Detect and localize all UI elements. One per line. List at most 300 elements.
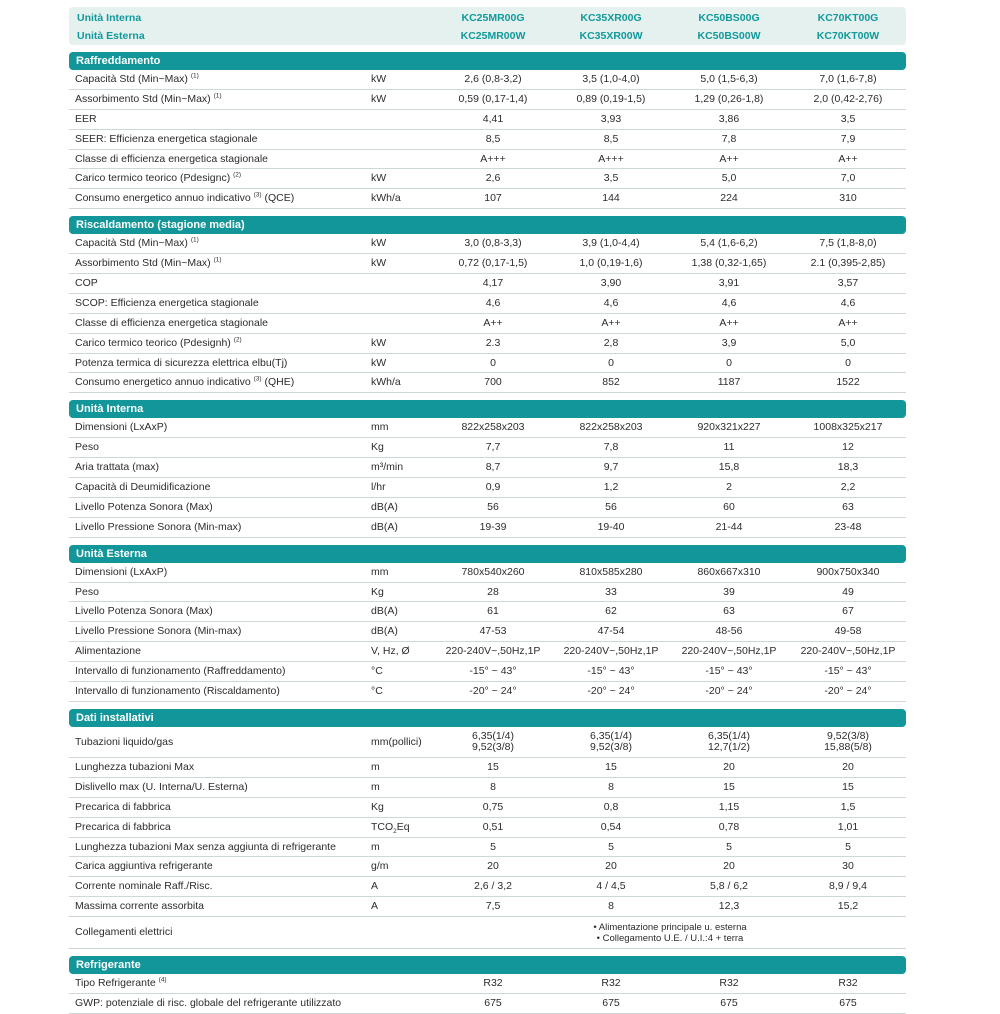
unit-text: A xyxy=(371,880,379,893)
row-label xyxy=(75,563,365,582)
row-label-text: Lunghezza tubazioni Max xyxy=(75,760,195,773)
row-unit xyxy=(371,682,441,701)
value-cell: 1187 xyxy=(717,376,741,389)
unit-text: g/m xyxy=(371,860,389,873)
table-row xyxy=(69,254,906,274)
value-cell: 5,4 (1,6-6,2) xyxy=(700,237,758,250)
value-cell: 7,0 xyxy=(840,172,856,185)
table-row xyxy=(69,917,906,949)
model-internal-1: KC25MR00G xyxy=(461,12,525,24)
unit-text: kW xyxy=(371,73,387,85)
row-label-text: Corrente nominale Raff./Risc. xyxy=(75,880,213,893)
value-cell: 2,6 xyxy=(485,172,501,185)
value-cell: A++ xyxy=(719,152,739,165)
value-cell: -15° ~ 43° xyxy=(705,665,753,678)
unit-text: °C xyxy=(371,665,383,678)
value-cell: 822x258x203 xyxy=(579,421,643,434)
value-cell: 2,8 xyxy=(603,336,619,349)
row-label xyxy=(75,90,365,109)
table-row xyxy=(69,563,906,583)
section-header: Riscaldamento (stagione media) xyxy=(69,216,906,234)
row-label xyxy=(75,438,365,457)
value-cell: 20 xyxy=(723,760,735,773)
value-cell: -15° ~ 43° xyxy=(587,665,635,678)
unit-suffix: Eq xyxy=(396,820,410,833)
value-cell: 5 xyxy=(845,840,851,853)
value-cell: 3,93 xyxy=(600,112,622,125)
value-cell: 49 xyxy=(842,585,854,598)
value-cell: 47-54 xyxy=(597,625,625,638)
value-cell: 0,51 xyxy=(482,820,504,833)
value-cell: 15,2 xyxy=(837,900,859,913)
value-cell: 675 xyxy=(602,996,620,1009)
value-cell: 63 xyxy=(723,605,735,618)
value-cell: 7,7 xyxy=(485,441,501,454)
value-cell: 0,59 (0,17-1,4) xyxy=(458,92,528,105)
value-cell: 5,0 xyxy=(840,336,856,349)
value-cell: 0,8 xyxy=(603,800,619,813)
row-unit xyxy=(371,563,441,582)
unit-text: dB(A) xyxy=(371,605,398,618)
value-cell: 28 xyxy=(487,585,499,598)
value-cell: 2 xyxy=(726,481,732,494)
value-cell: 4,6 xyxy=(721,296,737,309)
footnote-ref: (1) xyxy=(213,92,222,100)
table-row xyxy=(69,857,906,877)
value-cell: A++ xyxy=(838,152,858,165)
table-row xyxy=(69,622,906,642)
value-cell: 18,3 xyxy=(837,461,859,474)
unit-text: kW xyxy=(371,336,387,349)
footnote-ref: (3) xyxy=(253,191,262,199)
value-cell: 15 xyxy=(842,780,854,793)
table-row xyxy=(69,602,906,622)
value-cell: 3,90 xyxy=(600,277,622,290)
value-cell: 5,8 / 6,2 xyxy=(710,880,748,893)
value-cell: 1,01 xyxy=(837,820,859,833)
row-label xyxy=(75,622,365,641)
table-row xyxy=(69,758,906,778)
value-cell: 700 xyxy=(484,376,502,389)
value-cell: 67 xyxy=(842,605,854,618)
table-row xyxy=(69,234,906,254)
value-cell: 8 xyxy=(608,780,614,793)
unit-text: A xyxy=(371,900,379,913)
value-cell: 220-240V~,50Hz,1P xyxy=(445,645,541,658)
row-label-text: Capacità Std (Min~Max) xyxy=(75,237,188,250)
value-cell: 12 xyxy=(842,441,854,454)
value-cell: 1008x325x217 xyxy=(813,421,883,434)
row-unit xyxy=(371,622,441,641)
table-row xyxy=(69,334,906,354)
value-cell: 220-240V~,50Hz,1P xyxy=(681,645,777,658)
row-label-text: EER xyxy=(75,112,97,125)
table-row xyxy=(69,518,906,538)
value-cell: 1,15 xyxy=(718,800,740,813)
unit-text: m³/min xyxy=(371,461,404,474)
row-unit xyxy=(371,518,441,537)
section-header: Unità Interna xyxy=(69,400,906,418)
value-cell: 920x321x227 xyxy=(697,421,761,434)
unit-text: kW xyxy=(371,172,387,185)
unit-text: mm xyxy=(371,565,389,578)
value-cell: 7,8 xyxy=(603,441,619,454)
value-cell xyxy=(552,727,670,753)
value-cell: A++ xyxy=(483,316,503,329)
footnote-ref: (1) xyxy=(213,256,222,264)
row-unit xyxy=(371,354,441,373)
table-row xyxy=(69,818,906,838)
value-cell: 1,29 (0,26-1,8) xyxy=(694,92,764,105)
value-cell: 3,5 (1,0-4,0) xyxy=(582,73,640,85)
value-cell: 30 xyxy=(842,860,854,873)
value-cell: 3,86 xyxy=(718,112,740,125)
unit-text: m xyxy=(371,780,380,793)
value-cell: 310 xyxy=(839,192,857,205)
value-cell: 19-40 xyxy=(597,520,625,533)
value-cell: -20° ~ 24° xyxy=(705,685,753,698)
table-row xyxy=(69,70,906,90)
row-unit xyxy=(371,602,441,621)
table-row xyxy=(69,294,906,314)
table-row xyxy=(69,877,906,897)
table-row xyxy=(69,974,906,994)
row-label xyxy=(75,334,365,353)
value-cell: A+++ xyxy=(598,152,624,165)
row-label xyxy=(75,254,365,273)
row-label-text: Dislivello max (U. Interna/U. Esterna) xyxy=(75,780,248,793)
value-cell: 8,9 / 9,4 xyxy=(829,880,867,893)
footnote-ref: (2) xyxy=(233,336,242,344)
value-cell: 2,6 (0,8-3,2) xyxy=(464,73,522,85)
value-cell: 48-56 xyxy=(715,625,743,638)
value-cell: 5,0 (1,5-6,3) xyxy=(700,73,758,85)
value-cell: 60 xyxy=(723,500,735,513)
value-cell: 8,5 xyxy=(603,132,619,145)
model-external-1: KC25MR00W xyxy=(460,30,526,42)
row-label-text: Precarica di fabbrica xyxy=(75,820,171,833)
row-label xyxy=(75,857,365,876)
table-row xyxy=(69,642,906,662)
row-label-text: Capacità Std (Min~Max) xyxy=(75,73,188,85)
row-unit xyxy=(371,818,441,837)
row-label xyxy=(75,583,365,602)
row-label-text: Livello Pressione Sonora (Min-max) xyxy=(75,625,242,638)
row-unit xyxy=(371,418,441,437)
row-label xyxy=(75,234,365,253)
value-cell: 56 xyxy=(605,500,617,513)
row-unit xyxy=(371,727,441,757)
row-label xyxy=(75,662,365,681)
row-unit xyxy=(371,897,441,916)
unit-text: V, Hz, Ø xyxy=(371,645,410,658)
value-cell: 15 xyxy=(487,760,499,773)
value-cell: 220-240V~,50Hz,1P xyxy=(800,645,896,658)
model-internal-2: KC35XR00G xyxy=(580,12,642,24)
row-unit xyxy=(371,438,441,457)
value-cell: 4 / 4,5 xyxy=(596,880,626,893)
value-cell: 0 xyxy=(845,356,851,369)
unit-text: kWh/a xyxy=(371,192,401,205)
table-row xyxy=(69,169,906,189)
row-label xyxy=(75,478,365,497)
row-label xyxy=(75,373,365,392)
value-cell: 0 xyxy=(608,356,614,369)
row-label-text: Carica aggiuntiva refrigerante xyxy=(75,860,213,873)
unit-text: mm xyxy=(371,421,389,434)
unit-text: dB(A) xyxy=(371,520,398,533)
row-label xyxy=(75,897,365,916)
row-label xyxy=(75,727,365,757)
row-label-text: Livello Potenza Sonora (Max) xyxy=(75,500,213,513)
row-unit xyxy=(371,334,441,353)
value-cell: 675 xyxy=(720,996,738,1009)
value-cell: 5 xyxy=(490,840,496,853)
row-label xyxy=(75,418,365,437)
row-unit xyxy=(371,662,441,681)
value-cell: 15,8 xyxy=(718,461,740,474)
value-cell: 5 xyxy=(608,840,614,853)
value-cell: R32 xyxy=(483,977,503,990)
row-label xyxy=(75,274,365,293)
value-cell: 7,9 xyxy=(840,132,856,145)
value-cell: 3,5 xyxy=(840,112,856,125)
value-cell: 1,38 (0,32-1,65) xyxy=(691,257,767,270)
unit-text: kW xyxy=(371,92,387,105)
value-cell: R32 xyxy=(838,977,858,990)
row-label-text: Consumo energetico annuo indicativo xyxy=(75,376,251,389)
value-cell: 21-44 xyxy=(715,520,743,533)
value-cell: 7,5 (1,8-8,0) xyxy=(819,237,877,250)
row-unit xyxy=(371,838,441,857)
row-label-text: Intervallo di funzionamento (Raffreddamento) xyxy=(75,665,286,678)
footnote-ref: (1) xyxy=(190,72,199,80)
table-row xyxy=(69,130,906,150)
value-cell: 56 xyxy=(487,500,499,513)
model-internal-3: KC50BS00G xyxy=(698,12,760,24)
value-cell: 860x667x310 xyxy=(697,565,761,578)
table-row xyxy=(69,897,906,917)
model-external-3: KC50BS00W xyxy=(697,30,761,42)
value-cell: 900x750x340 xyxy=(816,565,880,578)
row-label-text: Precarica di fabbrica xyxy=(75,800,171,813)
value-cell: 1522 xyxy=(836,376,860,389)
row-label-text: Consumo energetico annuo indicativo xyxy=(75,192,251,205)
section-header: Raffreddamento xyxy=(69,52,906,70)
row-unit xyxy=(371,642,441,661)
wiring-notes xyxy=(552,917,788,944)
row-label xyxy=(75,994,365,1013)
unit-text: m xyxy=(371,840,380,853)
value-cell: A+++ xyxy=(480,152,506,165)
value-cell: 2.1 (0,395-2,85) xyxy=(810,257,886,270)
value-cell: R32 xyxy=(601,977,621,990)
table-row xyxy=(69,274,906,294)
liquid-pipe-value: 6,35(1/4) xyxy=(471,729,515,742)
row-label xyxy=(75,758,365,777)
row-unit xyxy=(371,798,441,817)
value-cell: 5,0 xyxy=(721,172,737,185)
row-label xyxy=(75,354,365,373)
value-cell: 8,7 xyxy=(485,461,501,474)
row-label-text: Capacità di Deumidificazione xyxy=(75,481,211,494)
row-unit xyxy=(371,877,441,896)
row-unit xyxy=(371,90,441,109)
row-unit xyxy=(371,254,441,273)
row-label-text: Intervallo di funzionamento (Riscaldamento) xyxy=(75,685,280,698)
table-row xyxy=(69,798,906,818)
value-cell: 49-58 xyxy=(834,625,862,638)
table-row xyxy=(69,994,906,1014)
value-cell: 0,78 xyxy=(718,820,740,833)
value-cell: 8 xyxy=(490,780,496,793)
value-cell: 3,57 xyxy=(837,277,859,290)
value-cell: 3,0 (0,8-3,3) xyxy=(464,237,522,250)
value-cell: 4,6 xyxy=(840,296,856,309)
row-label-text: Lunghezza tubazioni Max senza aggiunta di refrigerante xyxy=(75,840,336,853)
value-cell: 39 xyxy=(723,585,735,598)
gas-pipe-value: 12,7(1/2) xyxy=(707,740,751,753)
value-cell: 2,6 / 3,2 xyxy=(474,880,512,893)
row-unit xyxy=(371,373,441,392)
row-label-text: Tipo Refrigerante xyxy=(75,977,156,990)
value-cell: 20 xyxy=(487,860,499,873)
row-label-text: Classe di efficienza energetica stagionale xyxy=(75,152,269,165)
unit-text: Kg xyxy=(371,585,384,598)
section-header: Unità Esterna xyxy=(69,545,906,563)
row-label-suffix: (QHE) xyxy=(261,376,295,389)
value-cell: 2.3 xyxy=(485,336,501,349)
row-label xyxy=(75,314,365,333)
row-unit xyxy=(371,70,441,89)
value-cell: 47-53 xyxy=(479,625,507,638)
row-label-text: Carico termico teorico (Pdesignh) xyxy=(75,336,231,349)
value-cell: 8,5 xyxy=(485,132,501,145)
value-cell: 1,5 xyxy=(840,800,856,813)
value-cell: 15 xyxy=(605,760,617,773)
row-label xyxy=(75,110,365,129)
unit-text: dB(A) xyxy=(371,625,398,638)
value-cell xyxy=(670,727,788,753)
row-label xyxy=(75,917,365,948)
value-cell: 2,2 xyxy=(840,481,856,494)
value-cell: 9,7 xyxy=(603,461,619,474)
value-cell: 4,41 xyxy=(482,112,504,125)
row-label xyxy=(75,818,365,837)
footnote-ref: (3) xyxy=(253,375,262,383)
footnote-ref: (2) xyxy=(233,171,242,179)
value-cell: 7,8 xyxy=(721,132,737,145)
row-label-text: Livello Pressione Sonora (Min-max) xyxy=(75,520,242,533)
row-label xyxy=(75,70,365,89)
row-label-text: Massima corrente assorbita xyxy=(75,900,204,913)
unit-subscript: 2 xyxy=(393,827,397,835)
row-label-suffix: (QCE) xyxy=(261,192,295,205)
table-row xyxy=(69,778,906,798)
table-row xyxy=(69,150,906,170)
value-cell: 20 xyxy=(723,860,735,873)
row-label xyxy=(75,189,365,208)
row-label xyxy=(75,130,365,149)
value-cell: 5 xyxy=(726,840,732,853)
model-external-4: KC70KT00W xyxy=(816,30,880,42)
row-unit xyxy=(371,498,441,517)
table-row xyxy=(69,438,906,458)
value-cell: 0,72 (0,17-1,5) xyxy=(458,257,528,270)
value-cell: 63 xyxy=(842,500,854,513)
value-cell: 2,0 (0,42-2,76) xyxy=(813,92,883,105)
unit-text: m xyxy=(371,760,380,773)
value-cell: 12,3 xyxy=(718,900,740,913)
row-label-text: Potenza termica di sicurezza elettrica elbu(Tj) xyxy=(75,356,288,369)
row-label-text: Carico termico teorico (Pdesignc) xyxy=(75,172,231,185)
row-label xyxy=(75,838,365,857)
value-cell: 62 xyxy=(605,605,617,618)
model-header xyxy=(69,7,906,45)
value-cell: 0 xyxy=(726,356,732,369)
row-label-text: Assorbimento Std (Min~Max) xyxy=(75,92,211,105)
row-label-text: Peso xyxy=(75,441,99,454)
value-cell: 3,9 xyxy=(721,336,737,349)
unit-text: °C xyxy=(371,685,383,698)
value-cell: 675 xyxy=(839,996,857,1009)
spec-sections xyxy=(69,52,906,1014)
wiring-note: • Alimentazione principale u. esterna xyxy=(593,922,747,934)
row-label xyxy=(75,498,365,517)
table-row xyxy=(69,189,906,209)
row-label xyxy=(75,150,365,169)
row-label xyxy=(75,294,365,313)
table-row xyxy=(69,373,906,393)
wiring-note: • Collegamento U.E. / U.I.:4 + terra xyxy=(596,933,744,945)
unit-text: kWh/a xyxy=(371,376,401,389)
table-row xyxy=(69,583,906,603)
value-cell: 20 xyxy=(842,760,854,773)
unit-text: kW xyxy=(371,356,387,369)
row-label-text: Classe di efficienza energetica stagionale xyxy=(75,316,269,329)
value-cell: 0,54 xyxy=(600,820,622,833)
value-cell: R32 xyxy=(719,977,739,990)
liquid-pipe-value: 9,52(3/8) xyxy=(826,729,870,742)
table-row xyxy=(69,418,906,438)
value-cell: 4,6 xyxy=(485,296,501,309)
value-cell: 19-39 xyxy=(479,520,507,533)
row-unit xyxy=(371,189,441,208)
table-row xyxy=(69,662,906,682)
value-cell: 224 xyxy=(720,192,738,205)
value-cell: 822x258x203 xyxy=(461,421,525,434)
unit-text: mm(pollici) xyxy=(371,735,422,748)
value-cell: 1,0 (0,19-1,6) xyxy=(579,257,643,270)
value-cell: 810x585x280 xyxy=(579,565,643,578)
row-label-text: Assorbimento Std (Min~Max) xyxy=(75,257,211,270)
value-cell: 852 xyxy=(602,376,620,389)
row-unit xyxy=(371,234,441,253)
table-row xyxy=(69,478,906,498)
value-cell: 11 xyxy=(723,441,735,454)
row-label xyxy=(75,169,365,188)
table-row xyxy=(69,90,906,110)
row-label xyxy=(75,602,365,621)
value-cell: 0 xyxy=(490,356,496,369)
model-internal-4: KC70KT00G xyxy=(817,12,879,24)
value-cell: 3,91 xyxy=(718,277,740,290)
table-row xyxy=(69,458,906,478)
unit-text: kW xyxy=(371,257,387,270)
value-cell: -20° ~ 24° xyxy=(824,685,872,698)
liquid-pipe-value: 6,35(1/4) xyxy=(589,729,633,742)
row-label-text: Tubazioni liquido/gas xyxy=(75,735,174,748)
